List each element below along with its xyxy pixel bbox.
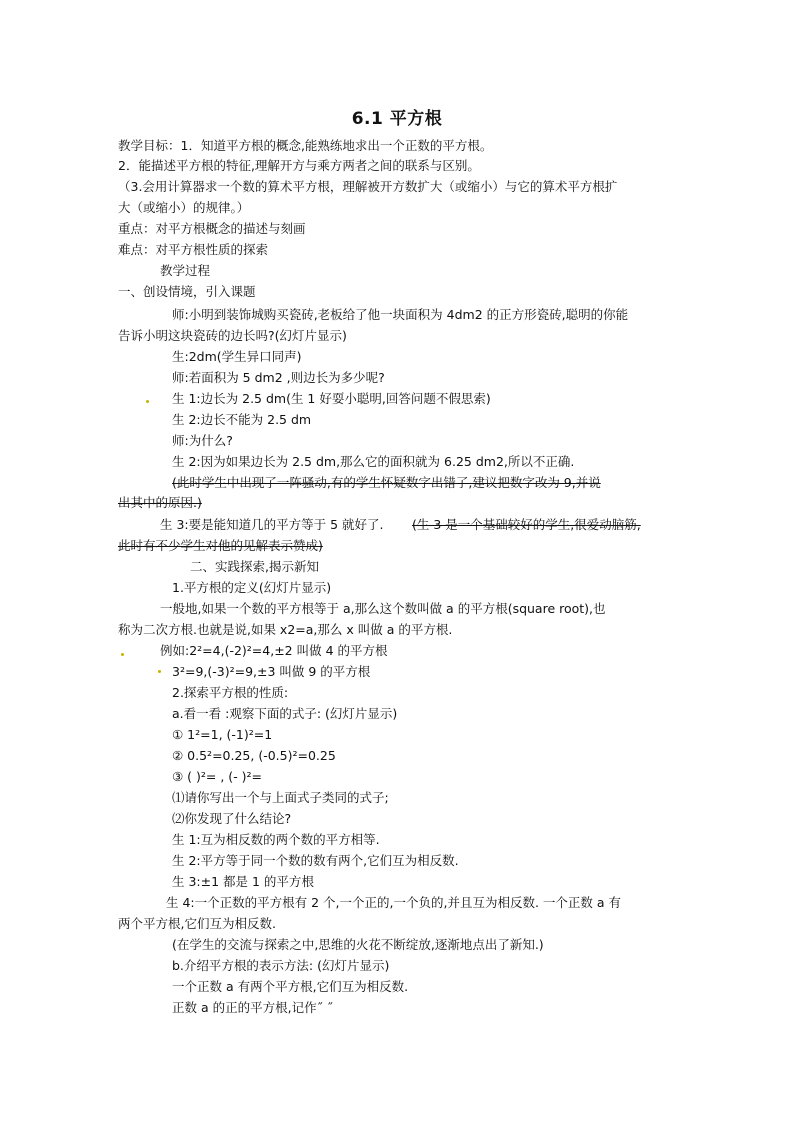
student-2-answer: 生 2:边长不能为 2.5 dm (172, 412, 312, 427)
student-4-conclusion-cont: 两个平方根,它们互为相反数. (118, 916, 276, 931)
marker-dot (146, 400, 149, 403)
formula-2: ② 0.5²=0.25, (-0.5)²=0.25 (172, 748, 336, 763)
notation-text-2: 正数 a 的正的平方根,记作˝ ˝ (172, 1000, 334, 1015)
document-title: 6.1 平方根 (351, 109, 443, 129)
teacher-question-cont: 告诉小明这块瓷砖的边长吗?(幻灯片显示) (118, 328, 347, 343)
student-1-conclusion: 生 1:互为相反数的两个数的平方相等. (172, 832, 380, 847)
objective-2: 2．能描述平方根的特征,理解开方与乘方两者之间的联系与区别。 (118, 158, 480, 173)
student-2-conclusion: 生 2:平方等于同一个数的数有两个,它们互为相反数. (172, 853, 459, 868)
formula-1: ① 1²=1, (-1)²=1 (172, 727, 273, 742)
summary-note: (在学生的交流与探索之中,思维的火花不断绽放,逐渐地点出了新知.) (172, 937, 544, 952)
student-3-conclusion: 生 3:±1 都是 1 的平方根 (172, 874, 314, 889)
student-1-answer: 生 1:边长为 2.5 dm(生 1 好耍小聪明,回答问题不假思索) (172, 391, 491, 406)
question-2: ⑵你发现了什么结论? (172, 811, 292, 826)
difficult-point: 难点：对平方根性质的探索 (118, 242, 269, 257)
marker-dot (121, 653, 124, 656)
example-4: 例如:2²=4,(-2)²=4,±2 叫做 4 的平方根 (160, 643, 388, 658)
struck-note-cont: 出其中的原因.) (118, 495, 202, 510)
student-4-conclusion: 生 4:一个正数的平方根有 2 个,一个正的,一个负的,并且互为相反数. 一个正数 a 有 (166, 895, 622, 910)
student-2-reason: 生 2:因为如果边长为 2.5 dm,那么它的面积就为 6.25 dm2,所以不正确. (172, 454, 575, 469)
teacher-question: 师:小明到装饰城购买瓷砖,老板给了他一块面积为 4dm2 的正方形瓷砖,聪明的你能 (172, 307, 629, 322)
question-1: ⑴请你写出一个与上面式子类同的式子; (172, 790, 389, 805)
struck-note: (此时学生中出现了一阵骚动,有的学生怀疑数字出错了,建议把数字改为 9,并说 (172, 475, 601, 490)
objective-3: （3.会用计算器求一个数的算术平方根，理解被开方数扩大（或缩小）与它的算术平方根扩 (118, 179, 618, 194)
example-9: 3²=9,(-3)²=9,±3 叫做 9 的平方根 (172, 664, 371, 679)
marker-dot (158, 670, 161, 673)
definition-text: 一般地,如果一个数的平方根等于 a,那么这个数叫做 a 的平方根(square root),也 (160, 601, 606, 616)
notation-text-1: 一个正数 a 有两个平方根,它们互为相反数. (172, 979, 409, 994)
teacher-follow-up: 师:若面积为 5 dm2 ,则边长为多少呢? (172, 370, 385, 385)
struck-comment: (生 3 是一个基础较好的学生,很爱动脑筋, (412, 517, 641, 532)
definition-text-cont: 称为二次方根.也就是说,如果 x2=a,那么 x 叫做 a 的平方根. (118, 622, 453, 637)
students-answer: 生:2dm(学生异口同声) (172, 349, 302, 364)
process-heading: 教学过程 (160, 263, 211, 278)
section-2-heading: 二、实践探索,揭示新知 (190, 559, 319, 574)
formula-3: ③ ( )²= , (- )²= (172, 769, 263, 784)
student-3-answer: 生 3:要是能知道几的平方等于 5 就好了. (160, 517, 384, 532)
teacher-why: 师:为什么? (172, 433, 233, 448)
definition-heading: 1.平方根的定义(幻灯片显示) (172, 580, 332, 595)
struck-comment-cont: 此时有不少学生对他的见解表示赞成) (118, 538, 323, 553)
observe-heading: a.看一看 :观察下面的式子: (幻灯片显示) (172, 706, 398, 721)
notation-heading: b.介绍平方根的表示方法: (幻灯片显示) (172, 958, 390, 973)
objective-3-cont: 大（或缩小）的规律。） (118, 200, 250, 215)
section-1-heading: 一、创设情境，引入课题 (118, 284, 256, 299)
objective-1: 教学目标：1．知道平方根的概念,能熟练地求出一个正数的平方根。 (118, 138, 493, 153)
property-heading: 2.探索平方根的性质: (172, 685, 289, 700)
key-point: 重点：对平方根概念的描述与刻画 (118, 221, 306, 236)
